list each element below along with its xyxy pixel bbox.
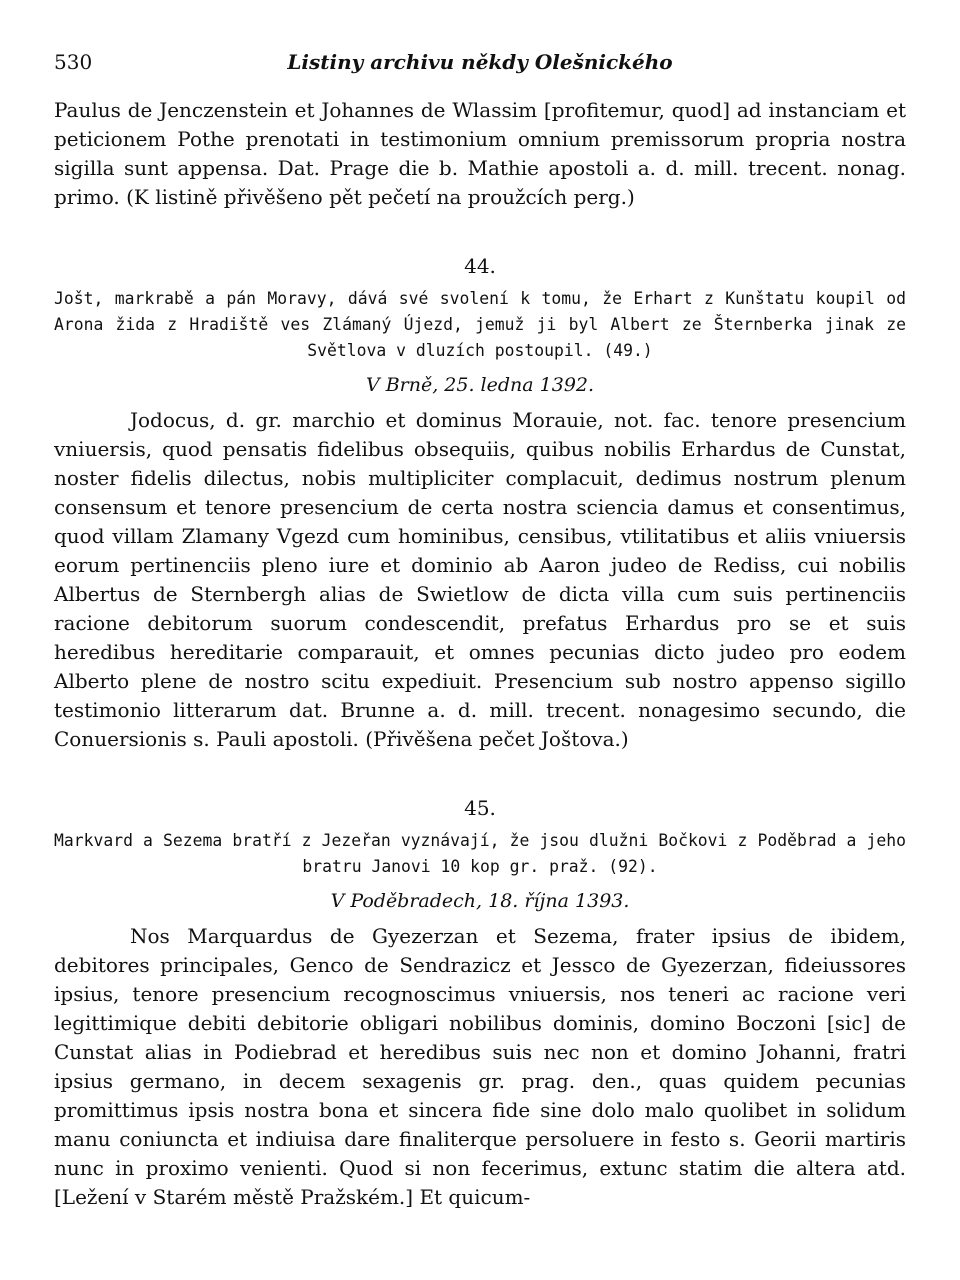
document-number: 45.	[464, 796, 496, 820]
running-title: Listiny archivu někdy Olešnického	[287, 50, 673, 74]
document-text: Nos Marquardus de Gyezerzan et Sezema, frater ipsius de ibidem, debitores principales, Genco de Sendrazicz et Jessco de Gyezerzan, fideiussores ipsius, tenore presencium recognoscimus vniuersis, nos teneri ac racione veri legittimique debiti debitorie obligari nobilibus dominis, domino Boczoni [sic] de Cunstat alias in Podiebrad et heredibus suis nec non et domino Johanni, fratri ipsius germano, in decem sexagenis gr. prag. den., quas quidem pecunias promittimus ipsis nostra bona et sincera fide sine dolo malo quolibet in solidum manu coniuncta et indiuisa dare finaliterque persoluere in festo s. Georii martiris nunc in proximo venienti. Quod si non fecerimus, extunc statim die altera atd. [Ležení v Starém městě Pražském.] Et quicum-	[54, 924, 906, 1209]
document-place-date: V Brně, 25. ledna 1392.	[365, 374, 595, 396]
running-header	[54, 44, 906, 84]
document-44	[54, 254, 906, 754]
page-number: 530	[54, 50, 93, 74]
document-text: Jodocus, d. gr. marchio et dominus Morauie, not. fac. tenore presencium vniuersis, quod pensatis fidelibus obsequiis, quibus nobilis Erhardus de Cunstat, noster fidelis dilectus, nobis multipliciter complacuit, dedimus nostrum plenum consensum et tenore presencium de certa nostra sciencia damus et consentimus, quod villam Zlamany Vgezd cum hominibus, censibus, vtilitatibus et aliis vniuersis eorum pertinenciis pleno iure et dominio ab Aaron judeo de Rediss, cui nobilis Albertus de Sternbergh alias de Swietlow de dicta villa cum suis pertinenciis racione debitorum suorum condescendit, prefatus Erhardus pro se et suis heredibus hereditarie comparauit, et omnes pecunias dicto judeo pro eodem Alberto plene de nostro scitu expediuit. Presencium sub nostro appenso sigillo testimonio litterarum dat. Brunne a. d. mill. trecent. nonagesimo secundo, die Conuersionis s. Pauli apostoli. (Přivěšena pečet Joštova.)	[54, 408, 906, 751]
document-page	[54, 44, 906, 1212]
document-number: 44.	[464, 254, 496, 278]
continuation-paragraph: Paulus de Jenczenstein et Johannes de Wlassim [profitemur, quod] ad instanciam et peticionem Pothe prenotati in testimonium omnium premissorum propria nostra sigilla sunt appensa. Dat. Prage die b. Mathie apostoli a. d. mill. trecent. nonag. primo. (K listině přivěšeno pět pečetí na proužcích perg.)	[54, 98, 906, 209]
document-regest: Markvard a Sezema bratří z Jezeřan vyznávají, že jsou dlužni Bočkovi z Poděbrad a jeho bratru Janovi 10 kop gr. praž. (92).	[54, 831, 906, 876]
document-place-date: V Poděbradech, 18. října 1393.	[330, 890, 630, 912]
document-45	[54, 796, 906, 1212]
document-regest: Jošt, markrabě a pán Moravy, dává své svolení k tomu, že Erhart z Kunštatu koupil od Arona žida z Hradiště ves Zlámaný Újezd, jemuž ji byl Albert ze Šternberka jinak ze Světlova v dluzích postoupil. (49.)	[54, 289, 906, 360]
